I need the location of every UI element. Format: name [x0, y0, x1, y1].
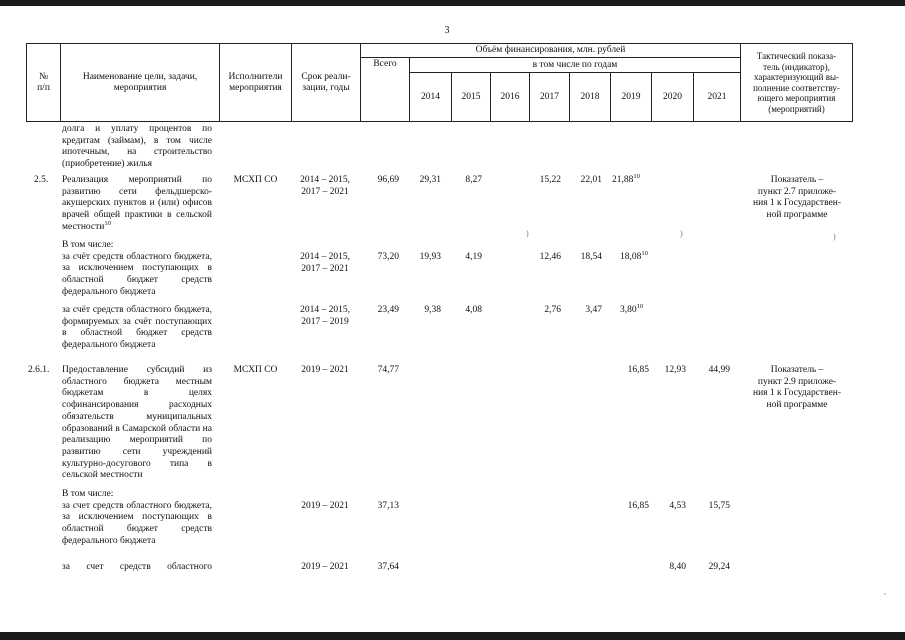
value-2014: 19,93 — [419, 252, 441, 262]
header-executors: Исполнители мероприятия — [228, 71, 283, 93]
value-2014: 29,31 — [419, 175, 441, 185]
header-year: 2017 — [540, 91, 559, 102]
scan-speck: ) — [680, 229, 683, 238]
executor: МСХП СО — [233, 175, 278, 185]
scan-top-border — [0, 0, 905, 6]
header-year: 2020 — [663, 91, 682, 102]
value-2021: 15,75 — [708, 501, 730, 511]
period: 2014 – 2015, 2017 – 2019 — [300, 305, 350, 327]
row-number: 2.6.1. — [28, 365, 50, 375]
table-header — [26, 43, 853, 122]
sub-measure-text: за счёт средств областного бюджета, формируемых за счёт поступающих в областной бюджет средств федерального бюджета — [62, 305, 212, 351]
header-year: 2015 — [461, 91, 481, 102]
period: 2019 – 2021 — [301, 562, 349, 572]
value-2019: 3,80$^{10}$ — [620, 302, 644, 315]
period: 2014 – 2015, 2017 – 2021 — [300, 252, 350, 274]
period: 2019 – 2021 — [301, 501, 349, 511]
total-value: 23,49 — [377, 305, 399, 315]
header-year: 2014 — [421, 91, 440, 102]
value-2021: 29,24 — [708, 562, 730, 572]
scan-speck: ) — [526, 229, 529, 238]
header-num: № п/п — [37, 71, 50, 93]
scan-speck: , — [884, 587, 886, 596]
value-2019: 16,85 — [627, 501, 649, 511]
value-2020: 12,93 — [664, 365, 686, 375]
period: 2014 – 2015, 2017 – 2021 — [300, 175, 350, 197]
page-number: 3 — [444, 25, 450, 36]
value-2020: 4,53 — [669, 501, 686, 511]
value-2015: 8,27 — [465, 175, 482, 185]
value-2018: 3,47 — [585, 305, 602, 315]
value-2018: 18,54 — [580, 252, 602, 262]
header-by-years: в том числе по годам — [532, 59, 618, 70]
total-value: 37,64 — [377, 562, 399, 572]
value-2018: 22,01 — [580, 175, 602, 185]
total-value: 96,69 — [377, 175, 399, 185]
total-value: 73,20 — [377, 252, 399, 262]
value-2019: 21,88$^{10}$ — [612, 172, 640, 185]
measure-text: Реализация мероприятий по развитию сети фельдшерско-акушерских пунктов и (или) офисов врачей общей практики в сельской местности$^{10}$ — [62, 175, 212, 232]
header-period: Срок реали- зации, годы — [301, 71, 351, 93]
header-total: Всего — [373, 59, 397, 69]
sub-measure-text: В том числе: за счёт средств областного бюджета, за исключением поступающих в областной бюджет средств федерального бюджета — [62, 240, 212, 297]
sub-measure-text: за счет средств областного — [62, 562, 212, 572]
period: 2019 – 2021 — [301, 365, 349, 375]
indicator: Показатель – пункт 2.9 приложе- ния 1 к Государствен- ной программе — [753, 365, 841, 411]
sub-measure-text: В том числе: за счет средств областного бюджета, за исключением поступающих в областной бюджет средств федерального бюджета — [62, 489, 212, 546]
continued-text: долга и уплату процентов по кредитам (займам), в том числе ипотечным, на строительство (приобретение) жилья — [62, 124, 212, 170]
row-number: 2.5. — [34, 175, 49, 185]
header-year: 2019 — [621, 91, 641, 102]
header-name: Наименование цели, задачи, мероприятия — [82, 71, 198, 93]
indicator: Показатель – пункт 2.7 приложе- ния 1 к Государствен- ной программе — [753, 175, 841, 221]
header-year: 2021 — [707, 91, 727, 102]
value-2015: 4,19 — [465, 252, 482, 262]
header-year: 2018 — [580, 91, 600, 102]
value-2017: 15,22 — [539, 175, 561, 185]
total-value: 74,77 — [377, 365, 399, 375]
measure-text: Предоставление субсидий из областного бюджета местным бюджетам в целях софинансирования расходных обязательств муниципальных образований в Самарской области на реализацию мероприятий по развитию сети учреждений культурно-досугового типа в сельской местности — [62, 365, 212, 481]
value-2014: 9,38 — [424, 305, 441, 315]
scan-speck: ) — [833, 232, 836, 241]
value-2019: 16,85 — [627, 365, 649, 375]
header-financing: Объём финансирования, млн. рублей — [475, 45, 626, 55]
value-2021: 44,99 — [708, 365, 730, 375]
header-indicator: Тактический показа- тель (индикатор), характеризующий вы- полнение соответству- ющего мероприятия (мероприятий) — [753, 51, 840, 114]
header-year: 2016 — [500, 91, 520, 102]
executor: МСХП СО — [233, 365, 278, 375]
value-2020: 8,40 — [669, 562, 686, 572]
value-2015: 4,08 — [465, 305, 482, 315]
scan-bottom-border — [0, 632, 905, 640]
value-2017: 2,76 — [544, 305, 561, 315]
value-2017: 12,46 — [539, 252, 561, 262]
total-value: 37,13 — [377, 501, 399, 511]
value-2019: 18,08$^{10}$ — [620, 249, 648, 262]
